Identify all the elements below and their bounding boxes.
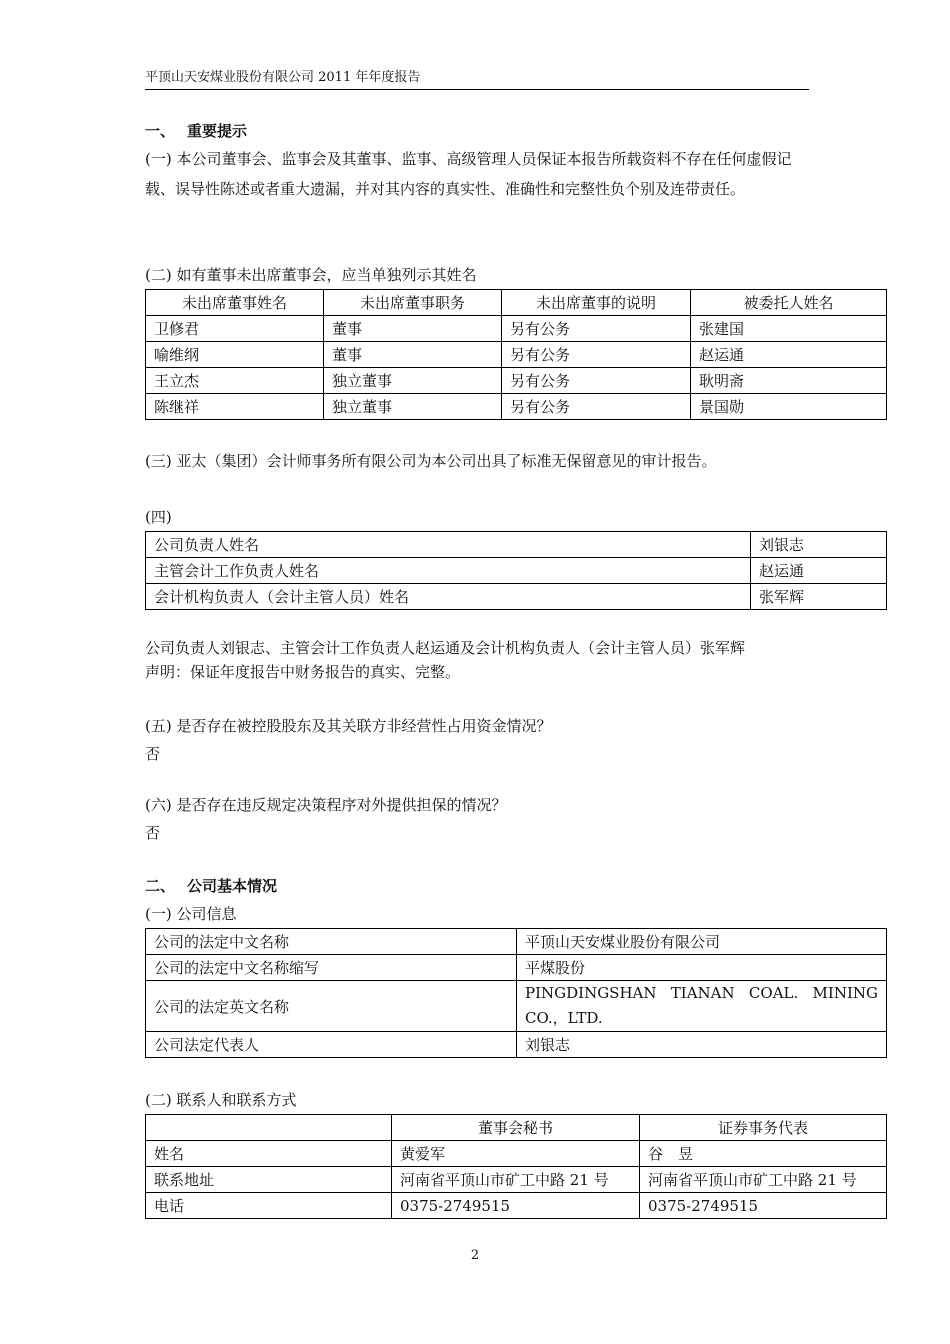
table-row xyxy=(146,955,887,981)
table-row xyxy=(146,532,887,558)
column-header: 未出席董事职务 xyxy=(324,290,502,316)
table-cell: 公司的法定英文名称 xyxy=(146,981,517,1032)
column-header: 证券事务代表 xyxy=(640,1115,887,1141)
table-cell: 另有公务 xyxy=(502,394,691,420)
responsible-persons-table xyxy=(145,531,887,610)
section-1-heading xyxy=(145,120,247,141)
table-cell: 0375-2749515 xyxy=(392,1193,640,1219)
audit-opinion-text: (三) 亚太（集团）会计师事务所有限公司为本公司出具了标准无保留意见的审计报告。 xyxy=(145,452,717,470)
responsible-persons-title: (四) xyxy=(145,508,172,526)
table-cell: 姓名 xyxy=(146,1141,392,1167)
table-cell: 公司法定代表人 xyxy=(146,1032,517,1058)
table-cell: 刘银志 xyxy=(751,532,887,558)
important-notice-paragraph: (一) 本公司董事会、监事会及其董事、监事、高级管理人员保证本报告所载资料不存在任何虚假记载、误导性陈述或者重大遗漏，并对其内容的真实性、准确性和完整性负个别及连带责任。 xyxy=(145,150,792,198)
table-cell: 景国勋 xyxy=(691,394,887,420)
section-1-number: 一、 xyxy=(145,122,176,140)
page-header: 平顶山天安煤业股份有限公司 2011 年年度报告 xyxy=(145,66,809,90)
table-row xyxy=(146,981,887,1032)
table-cell: 谷 昱 xyxy=(640,1141,887,1167)
absent-directors-table xyxy=(145,289,887,420)
table-cell: 电话 xyxy=(146,1193,392,1219)
table-cell: 张军辉 xyxy=(751,584,887,610)
table-cell: 另有公务 xyxy=(502,368,691,394)
table-cell: 卫修君 xyxy=(146,316,324,342)
table-row xyxy=(146,1193,887,1219)
table-row xyxy=(146,316,887,342)
question-6-title: (六) 是否存在违反规定决策程序对外提供担保的情况？ xyxy=(145,796,507,814)
table-cell: 平顶山天安煤业股份有限公司 xyxy=(517,929,887,955)
table-cell: 陈继祥 xyxy=(146,394,324,420)
table-header-row xyxy=(146,1115,887,1141)
company-info-table xyxy=(145,928,887,1058)
table-cell: 另有公务 xyxy=(502,342,691,368)
table-cell: 董事 xyxy=(324,342,502,368)
table-row xyxy=(146,558,887,584)
table-header-row xyxy=(146,290,887,316)
table-cell: 黄爱军 xyxy=(392,1141,640,1167)
table-cell: 0375-2749515 xyxy=(640,1193,887,1219)
section-1-title: 重要提示 xyxy=(187,122,248,140)
section-2-title: 公司基本情况 xyxy=(187,877,278,895)
table-cell: 赵运通 xyxy=(751,558,887,584)
table-row xyxy=(146,584,887,610)
table-cell: PINGDINGSHAN TIANAN COAL. MINING CO.，LTD. xyxy=(517,981,887,1032)
table-cell: 赵运通 xyxy=(691,342,887,368)
table-cell: 河南省平顶山市矿工中路 21 号 xyxy=(392,1167,640,1193)
table-cell: 王立杰 xyxy=(146,368,324,394)
column-header: 未出席董事的说明 xyxy=(502,290,691,316)
table-row xyxy=(146,929,887,955)
company-info-title: (一) 公司信息 xyxy=(145,905,237,923)
table-row xyxy=(146,1167,887,1193)
column-header: 董事会秘书 xyxy=(392,1115,640,1141)
page-number: 2 xyxy=(470,1248,480,1263)
table-cell: 会计机构负责人（会计主管人员）姓名 xyxy=(146,584,751,610)
table-cell: 耿明斋 xyxy=(691,368,887,394)
question-5-answer: 否 xyxy=(145,745,161,763)
table-cell: 独立董事 xyxy=(324,368,502,394)
table-row xyxy=(146,394,887,420)
table-cell: 喻维纲 xyxy=(146,342,324,368)
table-cell: 主管会计工作负责人姓名 xyxy=(146,558,751,584)
question-5-title: (五) 是否存在被控股股东及其关联方非经营性占用资金情况？ xyxy=(145,717,552,735)
contact-title: (二) 联系人和联系方式 xyxy=(145,1091,297,1109)
table-cell: 公司负责人姓名 xyxy=(146,532,751,558)
table-cell: 独立董事 xyxy=(324,394,502,420)
table-row xyxy=(146,1141,887,1167)
column-header: 被委托人姓名 xyxy=(691,290,887,316)
table-cell: 公司的法定中文名称 xyxy=(146,929,517,955)
table-cell: 另有公务 xyxy=(502,316,691,342)
column-header xyxy=(146,1115,392,1141)
contact-table xyxy=(145,1114,887,1219)
section-2-heading xyxy=(145,875,277,896)
table-cell: 董事 xyxy=(324,316,502,342)
section-2-number: 二、 xyxy=(145,877,176,895)
table-row xyxy=(146,368,887,394)
statement-line-1: 公司负责人刘银志、主管会计工作负责人赵运通及会计机构负责人（会计主管人员）张军辉 xyxy=(145,639,746,657)
table-cell: 张建国 xyxy=(691,316,887,342)
table-cell: 刘银志 xyxy=(517,1032,887,1058)
table-cell: 公司的法定中文名称缩写 xyxy=(146,955,517,981)
table-row xyxy=(146,1032,887,1058)
question-6-answer: 否 xyxy=(145,824,161,842)
table-cell: 平煤股份 xyxy=(517,955,887,981)
table-cell: 河南省平顶山市矿工中路 21 号 xyxy=(640,1167,887,1193)
table-cell: 联系地址 xyxy=(146,1167,392,1193)
column-header: 未出席董事姓名 xyxy=(146,290,324,316)
table-row xyxy=(146,342,887,368)
absent-directors-title: (二) 如有董事未出席董事会，应当单独列示其姓名 xyxy=(145,266,477,284)
statement-line-2: 声明：保证年度报告中财务报告的真实、完整。 xyxy=(145,663,461,681)
